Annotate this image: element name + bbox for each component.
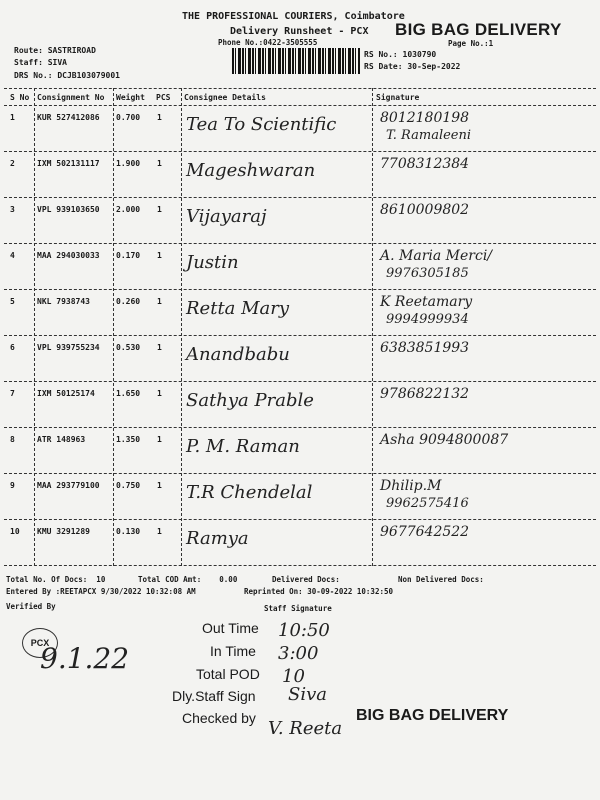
row-consignee-name: Tea To Scientific bbox=[186, 114, 337, 135]
col-header-sno: S No bbox=[10, 93, 30, 102]
row-signature-extra: T. Ramaleeni bbox=[386, 128, 472, 143]
dly-staff-signature: Siva bbox=[288, 684, 327, 705]
phone-number: Phone No.:0422-3505555 bbox=[218, 38, 318, 47]
row-divider bbox=[4, 519, 596, 520]
row-pcs: 1 bbox=[157, 205, 162, 214]
row-weight: 0.750 bbox=[116, 481, 141, 490]
total-pod-label: Total POD bbox=[196, 666, 260, 682]
in-time-label: In Time bbox=[210, 643, 256, 659]
rs-date: RS Date: 30-Sep-2022 bbox=[364, 62, 461, 71]
row-weight: 1.900 bbox=[116, 159, 141, 168]
verifier-signature: 9.1.22 bbox=[40, 642, 130, 675]
col-divider bbox=[181, 88, 182, 566]
col-divider bbox=[113, 88, 114, 566]
row-signature: 7708312384 bbox=[380, 156, 470, 172]
row-pcs: 1 bbox=[157, 389, 162, 398]
row-signature: Asha 9094800087 bbox=[380, 432, 509, 448]
delivered-docs: Delivered Docs: bbox=[272, 575, 340, 584]
col-header-signature: Signature bbox=[376, 93, 420, 102]
reprinted-on: Reprinted On: 30-09-2022 10:32:50 bbox=[244, 587, 394, 596]
row-consignee-name: P. M. Raman bbox=[186, 436, 300, 457]
row-pcs: 1 bbox=[157, 527, 162, 536]
row-divider bbox=[4, 427, 596, 428]
row-consignment-no: NKL 7938743 bbox=[37, 297, 90, 306]
row-divider bbox=[4, 197, 596, 198]
row-sno: 5 bbox=[10, 297, 15, 306]
row-weight: 0.530 bbox=[116, 343, 141, 352]
rs-number: RS No.: 1030790 bbox=[364, 50, 437, 59]
row-signature-extra: 9962575416 bbox=[386, 496, 469, 511]
row-sno: 1 bbox=[10, 113, 15, 122]
row-weight: 1.650 bbox=[116, 389, 141, 398]
row-signature-extra: 9976305185 bbox=[386, 266, 469, 281]
row-signature: 9677642522 bbox=[380, 524, 470, 540]
total-cod: Total COD Amt: 0.00 bbox=[138, 575, 238, 584]
row-divider bbox=[4, 381, 596, 382]
row-weight: 0.260 bbox=[116, 297, 141, 306]
row-consignment-no: MAA 293779100 bbox=[37, 481, 100, 490]
row-weight: 0.700 bbox=[116, 113, 141, 122]
row-divider bbox=[4, 335, 596, 336]
entered-by: Entered By :REETAPCX 9/30/2022 10:32:08 AM bbox=[6, 587, 196, 596]
page-number: Page No.:1 bbox=[448, 39, 494, 48]
col-divider bbox=[372, 88, 373, 566]
row-consignee-name: Mageshwaran bbox=[186, 160, 316, 181]
verified-by: Verified By bbox=[6, 602, 56, 611]
row-pcs: 1 bbox=[157, 251, 162, 260]
total-docs: Total No. Of Docs: 10 bbox=[6, 575, 106, 584]
row-sno: 9 bbox=[10, 481, 15, 490]
row-signature: 8610009802 bbox=[380, 202, 470, 218]
row-sno: 7 bbox=[10, 389, 15, 398]
row-consignment-no: IXM 502131117 bbox=[37, 159, 100, 168]
row-pcs: 1 bbox=[157, 481, 162, 490]
table-top-rule bbox=[4, 88, 596, 89]
row-consignment-no: KMU 3291289 bbox=[37, 527, 90, 536]
col-divider bbox=[34, 88, 35, 566]
dly-staff-sign-label: Dly.Staff Sign bbox=[172, 688, 256, 704]
row-sno: 10 bbox=[10, 527, 20, 536]
out-time-value: 10:50 bbox=[278, 620, 330, 641]
row-signature-extra: 9994999934 bbox=[386, 312, 469, 327]
row-consignment-no: IXM 50125174 bbox=[37, 389, 95, 398]
col-header-weight: Weight bbox=[116, 93, 145, 102]
row-weight: 0.170 bbox=[116, 251, 141, 260]
row-consignment-no: VPL 939755234 bbox=[37, 343, 100, 352]
row-consignment-no: MAA 294030033 bbox=[37, 251, 100, 260]
row-consignee-name: Retta Mary bbox=[186, 298, 290, 319]
row-consignee-name: Ramya bbox=[186, 528, 249, 549]
row-pcs: 1 bbox=[157, 159, 162, 168]
company-title: THE PROFESSIONAL COURIERS, Coimbatore bbox=[182, 11, 405, 22]
row-consignee-name: Justin bbox=[186, 252, 239, 273]
row-divider bbox=[4, 473, 596, 474]
runsheet-title: Delivery Runsheet - PCX bbox=[230, 26, 369, 37]
row-sno: 8 bbox=[10, 435, 15, 444]
row-pcs: 1 bbox=[157, 297, 162, 306]
row-consignment-no: ATR 148963 bbox=[37, 435, 86, 444]
staff-label: Staff: SIVA bbox=[14, 58, 67, 67]
route-label: Route: SASTRIROAD bbox=[14, 46, 96, 55]
drs-number: DRS No.: DCJB103079001 bbox=[14, 71, 120, 80]
row-signature: 9786822132 bbox=[380, 386, 470, 402]
brand-logo-footer: BIG BAG DELIVERY bbox=[356, 707, 509, 724]
row-consignee-name: T.R Chendelal bbox=[186, 482, 313, 503]
row-divider bbox=[4, 243, 596, 244]
row-signature: A. Maria Merci/ bbox=[380, 248, 493, 264]
row-pcs: 1 bbox=[157, 435, 162, 444]
row-consignee-name: Sathya Prable bbox=[186, 390, 314, 411]
row-signature: 6383851993 bbox=[380, 340, 470, 356]
row-consignee-name: Anandbabu bbox=[186, 344, 290, 365]
row-sno: 4 bbox=[10, 251, 15, 260]
row-pcs: 1 bbox=[157, 113, 162, 122]
row-consignment-no: KUR 527412086 bbox=[37, 113, 100, 122]
brand-logo-text: BIG BAG DELIVERY bbox=[395, 20, 562, 39]
row-sno: 6 bbox=[10, 343, 15, 352]
row-divider bbox=[4, 151, 596, 152]
pcx-stamp-text: PCX bbox=[30, 638, 50, 648]
row-weight: 2.000 bbox=[116, 205, 141, 214]
row-signature: K Reetamary bbox=[380, 294, 473, 310]
row-signature: 8012180198 bbox=[380, 110, 470, 126]
table-header-rule bbox=[4, 105, 596, 106]
col-header-consignee: Consignee Details bbox=[184, 93, 266, 102]
col-header-pcs: PCS bbox=[156, 93, 171, 102]
total-pod-value: 10 bbox=[282, 666, 305, 687]
non-delivered-docs: Non Delivered Docs: bbox=[398, 575, 484, 584]
checked-by-signature: V. Reeta bbox=[268, 718, 343, 739]
in-time-value: 3:00 bbox=[278, 643, 319, 664]
staff-signature-label: Staff Signature bbox=[264, 604, 332, 613]
out-time-label: Out Time bbox=[202, 620, 259, 636]
row-consignment-no: VPL 939103650 bbox=[37, 205, 100, 214]
row-pcs: 1 bbox=[157, 343, 162, 352]
row-divider bbox=[4, 289, 596, 290]
row-signature: Dhilip.M bbox=[380, 478, 442, 494]
row-weight: 0.130 bbox=[116, 527, 141, 536]
checked-by-label: Checked by bbox=[182, 710, 256, 726]
col-header-consignment: Consignment No bbox=[37, 93, 105, 102]
barcode bbox=[232, 48, 360, 74]
row-consignee-name: Vijayaraj bbox=[186, 206, 267, 227]
row-weight: 1.350 bbox=[116, 435, 141, 444]
row-sno: 3 bbox=[10, 205, 15, 214]
row-divider bbox=[4, 565, 596, 566]
row-sno: 2 bbox=[10, 159, 15, 168]
